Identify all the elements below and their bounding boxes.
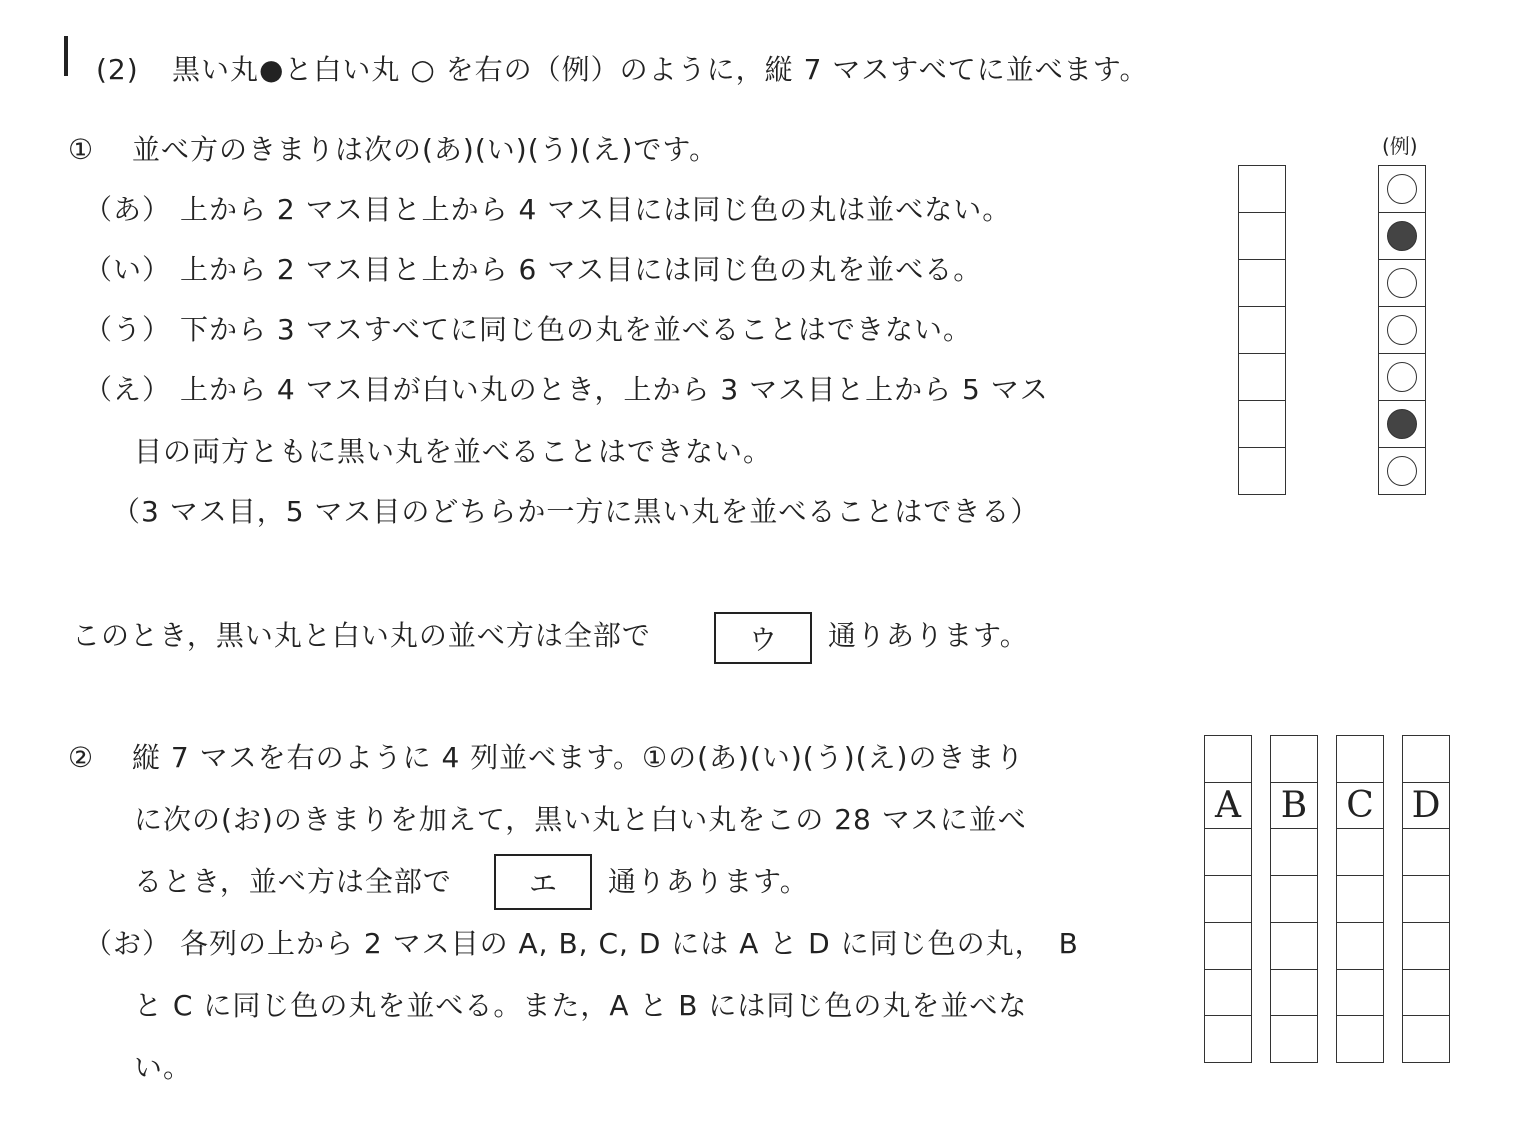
empty-cell xyxy=(1239,213,1285,260)
grid-cell xyxy=(1271,876,1317,923)
example-cell xyxy=(1379,260,1425,307)
grid-cell xyxy=(1337,1016,1383,1062)
grid-cell xyxy=(1205,923,1251,970)
grid-cell xyxy=(1271,923,1317,970)
rule-u-text: 下から 3 マスすべてに同じ色の丸を並べることはできない。 xyxy=(180,313,973,346)
column-d-label: D xyxy=(1411,785,1441,827)
rule-e-note: （3 マス目，5 マス目のどちらか一方に黒い丸を並べることはできる） xyxy=(112,495,1040,528)
column-c xyxy=(1336,735,1384,1063)
grid-cell xyxy=(1337,829,1383,876)
grid-cell xyxy=(1403,923,1449,970)
example-cell xyxy=(1379,401,1425,448)
grid-cell xyxy=(1337,923,1383,970)
grid-cell xyxy=(1271,736,1317,783)
rule-i-text: 上から 2 マス目と上から 6 マス目には同じ色の丸を並べる。 xyxy=(180,253,983,286)
grid-cell xyxy=(1337,736,1383,783)
answer1-suffix: 通りあります。 xyxy=(828,619,1029,652)
rule-a-text: 上から 2 マス目と上から 4 マス目には同じ色の丸は並べない。 xyxy=(180,193,1012,226)
example-cell xyxy=(1379,166,1425,213)
example-cell xyxy=(1379,213,1425,260)
answer1-prefix: このとき，黒い丸と白い丸の並べ方は全部で xyxy=(72,619,651,652)
circle-icon xyxy=(1387,221,1417,251)
column-c-label: C xyxy=(1346,785,1374,827)
grid-cell xyxy=(1337,876,1383,923)
intro-text: 黒い丸●と白い丸 ○ を右の（例）のように，縦 7 マスすべてに並べます。 xyxy=(172,53,1149,86)
circle-icon xyxy=(1387,409,1417,439)
answer-box-e xyxy=(494,854,592,910)
column-a-label: A xyxy=(1215,785,1241,827)
circle-icon xyxy=(1387,174,1417,204)
rule-u-mark: （う） xyxy=(84,313,172,346)
problem-number: (2) xyxy=(96,53,139,86)
grid-cell xyxy=(1205,829,1251,876)
rule-i-mark: （い） xyxy=(84,253,172,286)
example-cell xyxy=(1379,307,1425,354)
column-d xyxy=(1402,735,1450,1063)
grid-cell xyxy=(1205,876,1251,923)
grid-cell xyxy=(1271,1016,1317,1062)
grid-cell xyxy=(1403,970,1449,1017)
grid-cell xyxy=(1271,829,1317,876)
grid-cell xyxy=(1403,876,1449,923)
empty-cell xyxy=(1239,401,1285,448)
column-b xyxy=(1270,735,1318,1063)
answer-box-u-label: ウ xyxy=(748,623,777,656)
section2-number: ② xyxy=(68,741,95,774)
section2-line3-suffix: 通りあります。 xyxy=(608,865,809,898)
empty-cell xyxy=(1239,260,1285,307)
empty-cell xyxy=(1239,448,1285,494)
section2-line1: 縦 7 マスを右のように 4 列並べます。①の(あ)(い)(う)(え)のきまり xyxy=(132,741,1025,774)
grid-cell-label xyxy=(1205,783,1251,830)
empty-cell xyxy=(1239,307,1285,354)
grid-cell xyxy=(1205,970,1251,1017)
circle-icon xyxy=(1387,456,1417,486)
answer-box-e-label: エ xyxy=(528,867,557,900)
column-a xyxy=(1204,735,1252,1063)
rule-o-mark: （お） xyxy=(84,927,172,960)
rule-a-mark: （あ） xyxy=(84,193,172,226)
grid-cell xyxy=(1403,1016,1449,1062)
section2-line2: に次の(お)のきまりを加えて，黒い丸と白い丸をこの 28 マスに並べ xyxy=(134,803,1027,836)
circle-icon xyxy=(1387,268,1417,298)
column-b-label: B xyxy=(1280,785,1308,827)
circle-icon xyxy=(1387,362,1417,392)
grid-cell xyxy=(1205,736,1251,783)
example-cell xyxy=(1379,354,1425,401)
section1-lead: 並べ方のきまりは次の(あ)(い)(う)(え)です。 xyxy=(132,133,719,166)
example-column xyxy=(1378,165,1426,495)
rule-o-line1: 各列の上から 2 マス目の A, B, C, D には A と D に同じ色の丸， B xyxy=(180,927,1079,960)
rule-e-text: 上から 4 マス目が白い丸のとき，上から 3 マス目と上から 5 マス xyxy=(180,373,1049,406)
grid-cell xyxy=(1403,736,1449,783)
left-margin-bar xyxy=(64,36,68,76)
grid-cell xyxy=(1337,970,1383,1017)
example-label: (例) xyxy=(1382,134,1418,158)
grid-cell xyxy=(1403,829,1449,876)
grid-cell-label xyxy=(1403,783,1449,830)
rule-o-line3: い。 xyxy=(134,1051,193,1084)
empty-column xyxy=(1238,165,1286,495)
section1-number: ① xyxy=(68,133,95,166)
example-cell xyxy=(1379,448,1425,494)
section2-line3-prefix: るとき，並べ方は全部で xyxy=(134,865,452,898)
answer-box-u xyxy=(714,612,812,664)
empty-cell xyxy=(1239,166,1285,213)
circle-icon xyxy=(1387,315,1417,345)
rule-o-line2: と C に同じ色の丸を並べる。また，A と B には同じ色の丸を並べな xyxy=(134,989,1028,1022)
empty-cell xyxy=(1239,354,1285,401)
grid-cell-label xyxy=(1271,783,1317,830)
rule-e-mark: （え） xyxy=(84,373,172,406)
grid-cell xyxy=(1205,1016,1251,1062)
grid-cell-label xyxy=(1337,783,1383,830)
rule-e-continuation: 目の両方ともに黒い丸を並べることはできない。 xyxy=(134,435,773,468)
grid-cell xyxy=(1271,970,1317,1017)
